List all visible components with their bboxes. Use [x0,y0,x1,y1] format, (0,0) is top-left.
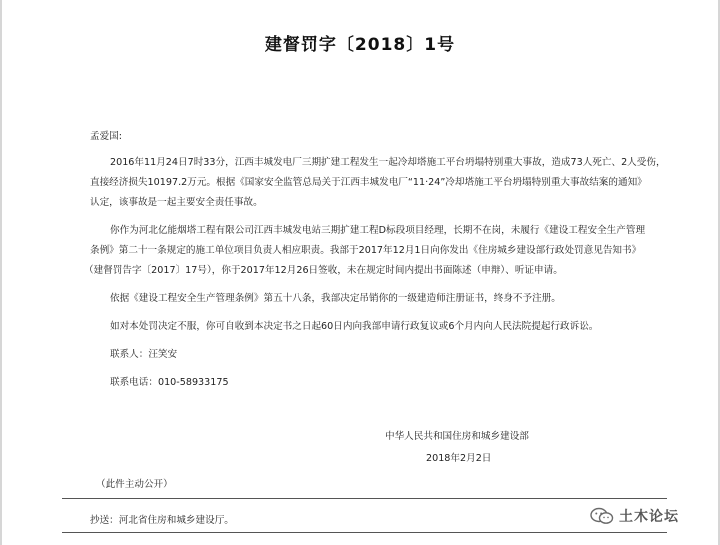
contact-person: 联系人：汪笑安 [110,349,178,360]
divider-bottom [62,532,667,533]
wechat-icon [590,507,614,525]
paragraph-4: 如对本处罚决定不服，你可自收到本决定书之日起60日内向我部申请行政复议或6个月内向人民法院提起行政诉讼。 [110,321,599,332]
paragraph-1-line-3: 认定，该事故是一起主要安全责任事故。 [90,197,263,208]
issue-date: 2018年2月2日 [426,453,492,464]
paragraph-2-line-3: （建督罚告字〔2017〕17号），你于2017年12月26日签收，未在规定时间内提出书面陈述（申辩）、听证申请。 [84,265,563,276]
paragraph-2-line-2: 条例》第二十一条规定的施工单位项目负责人相应职责。我部于2017年12月1日向你发出《住房城乡建设部行政处罚意见告知书》 [90,245,642,256]
divider-top [62,498,667,499]
paragraph-3: 依据《建设工程安全生产管理条例》第五十八条，我部决定吊销你的一级建造师注册证书，终身不予注册。 [110,293,561,304]
document-title: 建督罚字〔2018〕1号 [264,35,456,55]
disclosure-note: （此件主动公开） [96,479,173,490]
paragraph-2-line-1: 你作为河北亿能烟塔工程有限公司江西丰城发电站三期扩建工程D标段项目经理，长期不在岗，未履行《建设工程安全生产管理 [110,225,646,236]
page-border-left [0,0,2,545]
paragraph-1-line-2: 直接经济损失10197.2万元。根据《国家安全监管总局关于江西丰城发电厂“11·24”冷却塔施工平台坍塌特别重大事故结案的通知》 [90,177,647,188]
paragraph-1-line-1: 2016年11月24日7时33分，江西丰城发电厂三期扩建工程发生一起冷却塔施工平台坍塌特别重大事故，造成73人死亡、2人受伤， [110,157,666,168]
cc-line: 抄送：河北省住房和城乡建设厅。 [90,515,234,526]
watermark [590,505,679,527]
issuer-name: 中华人民共和国住房和城乡建设部 [385,431,529,442]
contact-phone: 联系电话：010-58933175 [110,377,229,388]
watermark-text: 土木论坛 [619,509,679,525]
recipient-line: 孟爱国: [90,131,123,142]
